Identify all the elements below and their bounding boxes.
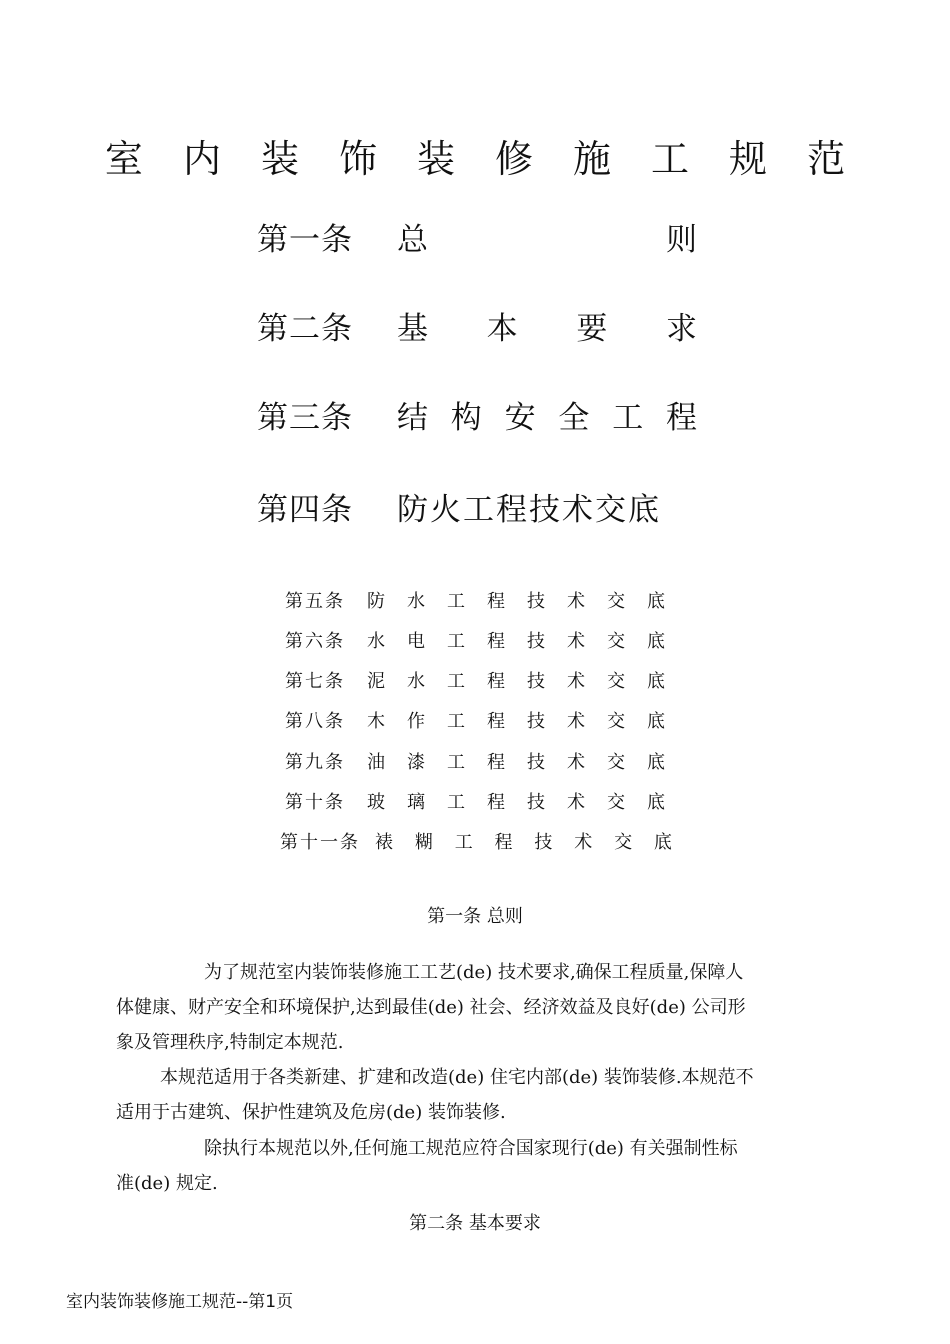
toc-label: 总 则 [397, 222, 697, 258]
toc-entry-7 [285, 670, 665, 694]
title-char: 饰 [338, 137, 377, 181]
paragraph-line: 为了规范室内装饰装修施工工艺(de) 技术要求,确保工程质量,保障人 [204, 962, 744, 983]
section-heading-1: 第一条 总则 [427, 906, 523, 927]
toc-entry-6 [285, 630, 665, 654]
toc-entry-4 [257, 488, 697, 532]
toc-number: 第九条 [285, 752, 345, 773]
toc-entry-10 [285, 791, 665, 815]
title-char: 室 [104, 137, 143, 181]
section-heading-2: 第二条 基本要求 [409, 1213, 541, 1234]
title-char: 范 [807, 137, 846, 181]
toc-entry-3 [257, 396, 697, 440]
page-footer: 室内装饰装修施工规范--第1页 [66, 1292, 294, 1312]
toc-label: 木 作 工 程 技 术 交 底 [367, 711, 665, 732]
toc-label: 基 本 要 求 [397, 311, 697, 347]
toc-label: 油 漆 工 程 技 术 交 底 [367, 752, 665, 773]
toc-entry-11 [280, 831, 672, 855]
toc-label: 防火工程技术交底 [397, 492, 661, 528]
toc-number: 第一条 [257, 222, 353, 258]
toc-entry-8 [285, 710, 665, 734]
toc-number: 第二条 [257, 311, 353, 347]
toc-label: 结 构 安 全 工 程 [397, 400, 697, 436]
toc-entry-1 [257, 218, 697, 262]
title-char: 工 [651, 137, 690, 181]
toc-number: 第五条 [285, 591, 345, 612]
title-char: 施 [573, 137, 612, 181]
paragraph-3 [116, 1131, 836, 1201]
title-char: 内 [182, 137, 221, 181]
title-char: 修 [495, 137, 534, 181]
toc-number: 第七条 [285, 671, 345, 692]
toc-label: 玻 璃 工 程 技 术 交 底 [367, 792, 665, 813]
toc-number: 第八条 [285, 711, 345, 732]
toc-entry-2 [257, 307, 697, 351]
paragraph-1 [116, 955, 836, 1060]
paragraph-line: 准(de) 规定. [116, 1173, 218, 1194]
paragraph-line: 适用于古建筑、保护性建筑及危房(de) 装饰装修. [116, 1102, 506, 1123]
toc-label: 水 电 工 程 技 术 交 底 [367, 631, 665, 652]
toc-label: 裱 糊 工 程 技 术 交 底 [375, 832, 672, 853]
toc-label: 防 水 工 程 技 术 交 底 [367, 591, 665, 612]
toc-entry-9 [285, 751, 665, 775]
toc-label: 泥 水 工 程 技 术 交 底 [367, 671, 665, 692]
toc-entry-5 [285, 590, 665, 614]
title-char: 规 [729, 137, 768, 181]
paragraph-line: 体健康、财产安全和环境保护,达到最佳(de) 社会、经济效益及良好(de) 公司形 [116, 997, 746, 1018]
toc-number: 第六条 [285, 631, 345, 652]
document-title [0, 128, 950, 183]
title-char: 装 [260, 137, 299, 181]
paragraph-line: 除执行本规范以外,任何施工规范应符合国家现行(de) 有关强制性标 [204, 1138, 738, 1159]
paragraph-line: 本规范适用于各类新建、扩建和改造(de) 住宅内部(de) 装饰装修.本规范不 [160, 1067, 754, 1088]
toc-number: 第三条 [257, 400, 353, 436]
toc-number: 第四条 [257, 492, 353, 528]
toc-number: 第十条 [285, 792, 345, 813]
title-char: 装 [416, 137, 455, 181]
toc-number: 第十一条 [280, 832, 360, 853]
paragraph-2 [116, 1060, 836, 1130]
paragraph-line: 象及管理秩序,特制定本规范. [116, 1032, 344, 1053]
